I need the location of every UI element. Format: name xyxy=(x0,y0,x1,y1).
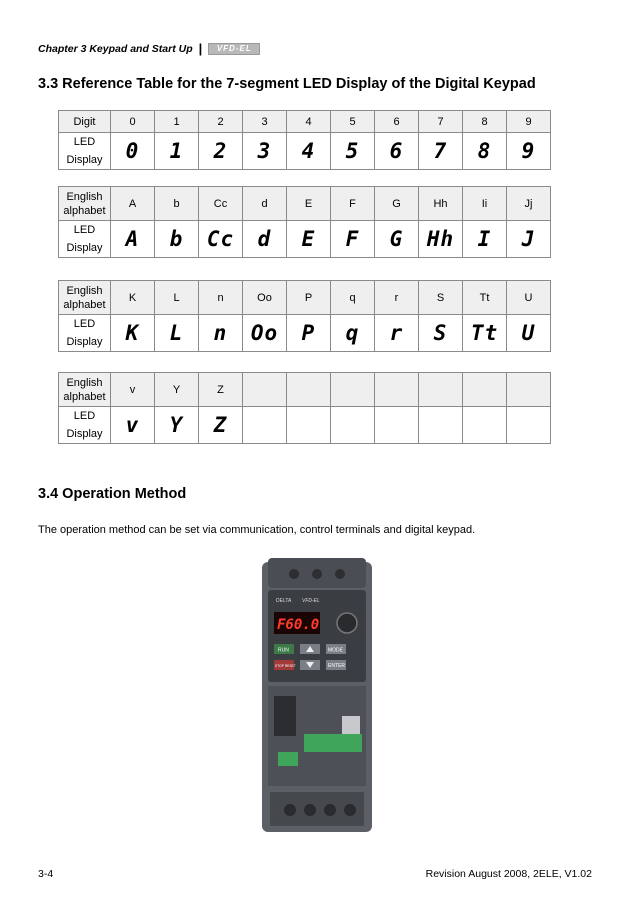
empty-cell xyxy=(375,407,419,444)
char-cell: A xyxy=(111,187,155,221)
char-cell: n xyxy=(199,281,243,315)
device-model: VFD-EL xyxy=(302,598,320,604)
char-cell: K xyxy=(111,281,155,315)
char-cell: U xyxy=(507,281,551,315)
char-cell: Ii xyxy=(463,187,507,221)
led-glyph-cell: 2 xyxy=(199,133,243,170)
row-label: English alphabet xyxy=(59,281,111,315)
char-cell: Oo xyxy=(243,281,287,315)
page-header xyxy=(38,41,260,56)
led-glyph-cell: I xyxy=(463,221,507,258)
empty-cell xyxy=(419,407,463,444)
led-glyph-cell: E xyxy=(287,221,331,258)
empty-cell xyxy=(243,407,287,444)
row-label: English alphabet xyxy=(59,187,111,221)
led-glyph-cell: 8 xyxy=(463,133,507,170)
empty-cell xyxy=(419,373,463,407)
led-glyph-cell: 4 xyxy=(287,133,331,170)
led-glyph-cell: Oo xyxy=(243,315,287,352)
operation-method-text: The operation method can be set via communication, control terminals and digital keypad. xyxy=(38,524,476,536)
char-cell: 0 xyxy=(111,111,155,133)
led-glyph-cell: J xyxy=(507,221,551,258)
char-cell: b xyxy=(155,187,199,221)
char-cell: E xyxy=(287,187,331,221)
char-cell: 9 xyxy=(507,111,551,133)
empty-cell xyxy=(507,373,551,407)
vfd-el-logo: VFD-EL xyxy=(208,43,260,55)
led-table-alphabet-2 xyxy=(58,280,551,352)
empty-cell xyxy=(243,373,287,407)
led-glyph-cell: b xyxy=(155,221,199,258)
row-label: LED Display xyxy=(59,221,111,258)
led-glyph-cell: G xyxy=(375,221,419,258)
row-label: LED Display xyxy=(59,133,111,170)
revision-text: Revision August 2008, 2ELE, V1.02 xyxy=(425,868,592,880)
device-enter-button: ENTER xyxy=(328,663,345,669)
char-cell: G xyxy=(375,187,419,221)
table-header-row xyxy=(59,187,551,221)
char-cell: L xyxy=(155,281,199,315)
led-glyph-cell: Hh xyxy=(419,221,463,258)
led-glyph-cell: 6 xyxy=(375,133,419,170)
char-cell: Y xyxy=(155,373,199,407)
chapter-title: Chapter 3 Keypad and Start Up xyxy=(38,42,193,55)
empty-cell xyxy=(331,407,375,444)
led-glyph-cell: S xyxy=(419,315,463,352)
led-glyph-cell: 9 xyxy=(507,133,551,170)
device-stop-reset-button: STOP RESET xyxy=(275,664,296,668)
row-label: English alphabet xyxy=(59,373,111,407)
row-label: Digit xyxy=(59,111,111,133)
led-glyph-cell: 0 xyxy=(111,133,155,170)
led-glyph-cell: v xyxy=(111,407,155,444)
row-label: LED Display xyxy=(59,315,111,352)
led-table-alphabet-1 xyxy=(58,186,551,258)
led-glyph-cell: Cc xyxy=(199,221,243,258)
led-glyph-cell: L xyxy=(155,315,199,352)
empty-cell xyxy=(463,373,507,407)
char-cell: q xyxy=(331,281,375,315)
char-cell: Tt xyxy=(463,281,507,315)
table-display-row xyxy=(59,407,551,444)
empty-cell xyxy=(507,407,551,444)
char-cell: P xyxy=(287,281,331,315)
char-cell: 1 xyxy=(155,111,199,133)
led-glyph-cell: 5 xyxy=(331,133,375,170)
led-glyph-cell: K xyxy=(111,315,155,352)
led-glyph-cell: A xyxy=(111,221,155,258)
led-glyph-cell: P xyxy=(287,315,331,352)
section-3-3-heading: 3.3 Reference Table for the 7-segment LED Display of the Digital Keypad xyxy=(38,76,536,92)
led-glyph-cell: q xyxy=(331,315,375,352)
vfd-el-drive-photo xyxy=(254,556,380,838)
table-display-row xyxy=(59,221,551,258)
header-separator: | xyxy=(198,41,203,56)
led-table-digits xyxy=(58,110,551,170)
device-run-button: RUN xyxy=(278,647,289,654)
empty-cell xyxy=(287,407,331,444)
char-cell: r xyxy=(375,281,419,315)
led-glyph-cell: Z xyxy=(199,407,243,444)
char-cell: S xyxy=(419,281,463,315)
led-glyph-cell: U xyxy=(507,315,551,352)
led-glyph-cell: Tt xyxy=(463,315,507,352)
char-cell: 7 xyxy=(419,111,463,133)
table-header-row xyxy=(59,281,551,315)
char-cell: 4 xyxy=(287,111,331,133)
table-display-row xyxy=(59,133,551,170)
device-led-display: F60.0 xyxy=(277,617,320,633)
section-3-4-heading: 3.4 Operation Method xyxy=(38,486,187,502)
char-cell: 8 xyxy=(463,111,507,133)
empty-cell xyxy=(331,373,375,407)
empty-cell xyxy=(287,373,331,407)
char-cell: 2 xyxy=(199,111,243,133)
char-cell: 6 xyxy=(375,111,419,133)
led-glyph-cell: 1 xyxy=(155,133,199,170)
led-glyph-cell: d xyxy=(243,221,287,258)
led-glyph-cell: n xyxy=(199,315,243,352)
char-cell: 3 xyxy=(243,111,287,133)
empty-cell xyxy=(375,373,419,407)
table-header-row xyxy=(59,111,551,133)
char-cell: Hh xyxy=(419,187,463,221)
device-mode-button: MODE xyxy=(328,647,343,654)
device-brand: DELTA xyxy=(276,598,292,604)
led-glyph-cell: 3 xyxy=(243,133,287,170)
led-glyph-cell: Y xyxy=(155,407,199,444)
led-glyph-cell: 7 xyxy=(419,133,463,170)
row-label: LED Display xyxy=(59,407,111,444)
led-table-alphabet-3 xyxy=(58,372,551,444)
char-cell: d xyxy=(243,187,287,221)
char-cell: Cc xyxy=(199,187,243,221)
table-header-row xyxy=(59,373,551,407)
char-cell: F xyxy=(331,187,375,221)
char-cell: 5 xyxy=(331,111,375,133)
led-glyph-cell: F xyxy=(331,221,375,258)
char-cell: v xyxy=(111,373,155,407)
page-number: 3-4 xyxy=(38,868,54,880)
empty-cell xyxy=(463,407,507,444)
char-cell: Z xyxy=(199,373,243,407)
table-display-row xyxy=(59,315,551,352)
char-cell: Jj xyxy=(507,187,551,221)
led-glyph-cell: r xyxy=(375,315,419,352)
